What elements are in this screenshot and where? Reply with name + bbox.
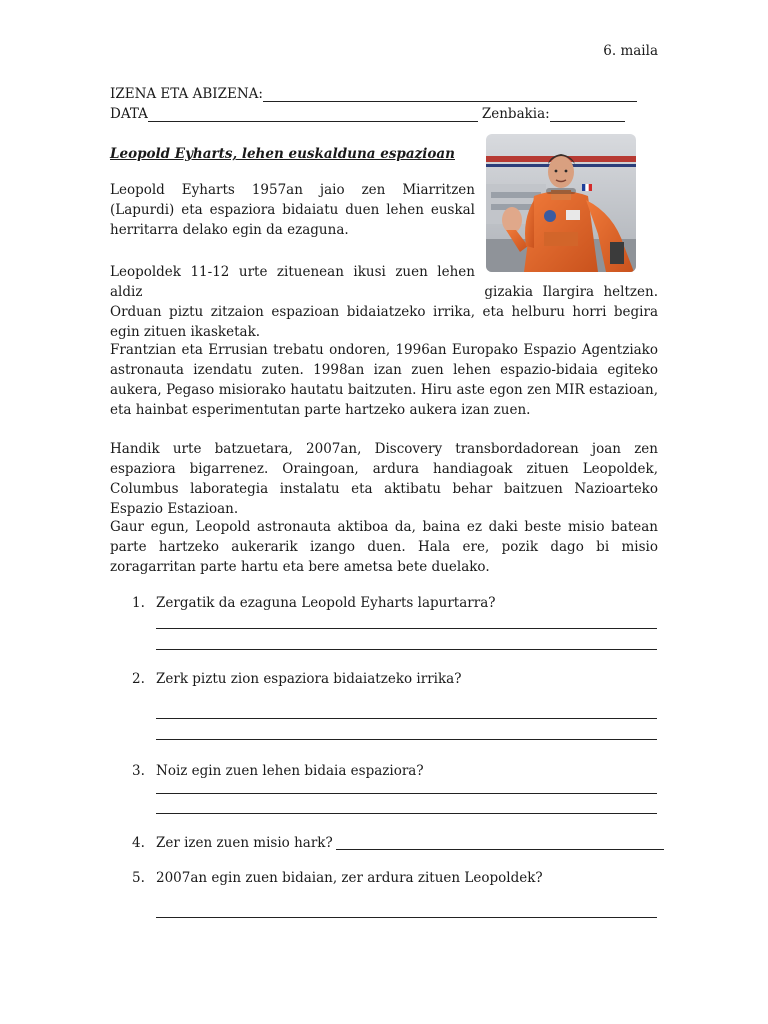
question-text: 2007an egin zuen bidaian, zer ardura zituen Leopoldek?: [156, 870, 543, 886]
paragraph-1: Leopold Eyharts 1957an jaio zen Miarritzen (Lapurdi) eta espaziora bidaiatu duen lehen euskal herritarra delako egin da ezaguna.: [110, 182, 475, 238]
date-answer-line[interactable]: [148, 107, 478, 122]
answer-line-1b[interactable]: [156, 649, 657, 650]
paragraph-4: Handik urte batzuetara, 2007an, Discovery transbordadorean joan zen espaziora bigarrenez. Oraingoan, ardura handiagoak zituen Leopoldek, Columbus laborategia instalatu eta aktibatu behar baitzuen Nazioarteko Espazio Estazioan.: [110, 441, 658, 517]
answer-line-3a[interactable]: [156, 793, 657, 794]
astronaut-photo: [486, 134, 636, 272]
name-label: IZENA ETA ABIZENA:: [110, 86, 263, 102]
answer-line-4[interactable]: [336, 835, 664, 850]
question-number: 5.: [132, 870, 145, 886]
paragraph-3: Frantzian eta Errusian trebatu ondoren, 1996an Europako Espazio Agentziako astronauta izendatu zuten. 1998an izan zuen lehen espazio-bidaia egiteko aukera, Pegaso misiorako hautatu baitzuten. Hiru aste egon zen MIR estazioan, eta hainbat esperimentutan parte hartzeko aukera izan zuen.: [110, 342, 658, 418]
paragraph-2: [110, 262, 658, 342]
article-title: Leopold Eyharts, lehen euskalduna espazioan: [110, 146, 455, 162]
name-answer-line[interactable]: [263, 87, 637, 102]
question-text: Zer izen zuen misio hark?: [156, 835, 333, 851]
question-number: 4.: [132, 835, 145, 851]
name-field-row: [110, 86, 637, 102]
question-text: Noiz egin zuen lehen bidaia espaziora?: [156, 763, 424, 779]
question-number: 2.: [132, 671, 145, 687]
date-label: DATA: [110, 106, 148, 122]
question-3: [132, 763, 424, 779]
question-1: [132, 595, 495, 611]
question-number: 1.: [132, 595, 145, 611]
number-label: Zenbakia:: [481, 106, 550, 122]
paragraph-2-first-line: Leopoldek 11-12 urte zituenean ikusi zuen lehen aldiz: [110, 264, 475, 300]
question-text: Zerk piztu zion espaziora bidaiatzeko irrika?: [156, 671, 462, 687]
question-4: [132, 835, 664, 851]
grade-label: 6. maila: [603, 43, 658, 59]
answer-line-1a[interactable]: [156, 628, 657, 629]
answer-line-5[interactable]: [156, 917, 657, 918]
answer-line-2b[interactable]: [156, 739, 657, 740]
answer-line-3b[interactable]: [156, 813, 657, 814]
question-text: Zergatik da ezaguna Leopold Eyharts lapurtarra?: [156, 595, 496, 611]
paragraph-5: Gaur egun, Leopold astronauta aktiboa da, baina ez daki beste misio batean parte hartzeko aukerarik izango duen. Hala ere, pozik dago bi misio zoragarritan parte hartu eta bere ametsa bete duelako.: [110, 519, 658, 575]
answer-line-2a[interactable]: [156, 718, 657, 719]
number-answer-line[interactable]: [550, 107, 625, 122]
question-5: [132, 870, 543, 886]
question-number: 3.: [132, 763, 145, 779]
paragraph-2-rest: gizakia Ilargira heltzen. Orduan piztu zitzaion espazioan bidaiatzeko irrika, eta helburu horri begira egin zituen ikasketak.: [110, 284, 658, 340]
question-2: [132, 671, 461, 687]
date-field-row: [110, 106, 625, 122]
